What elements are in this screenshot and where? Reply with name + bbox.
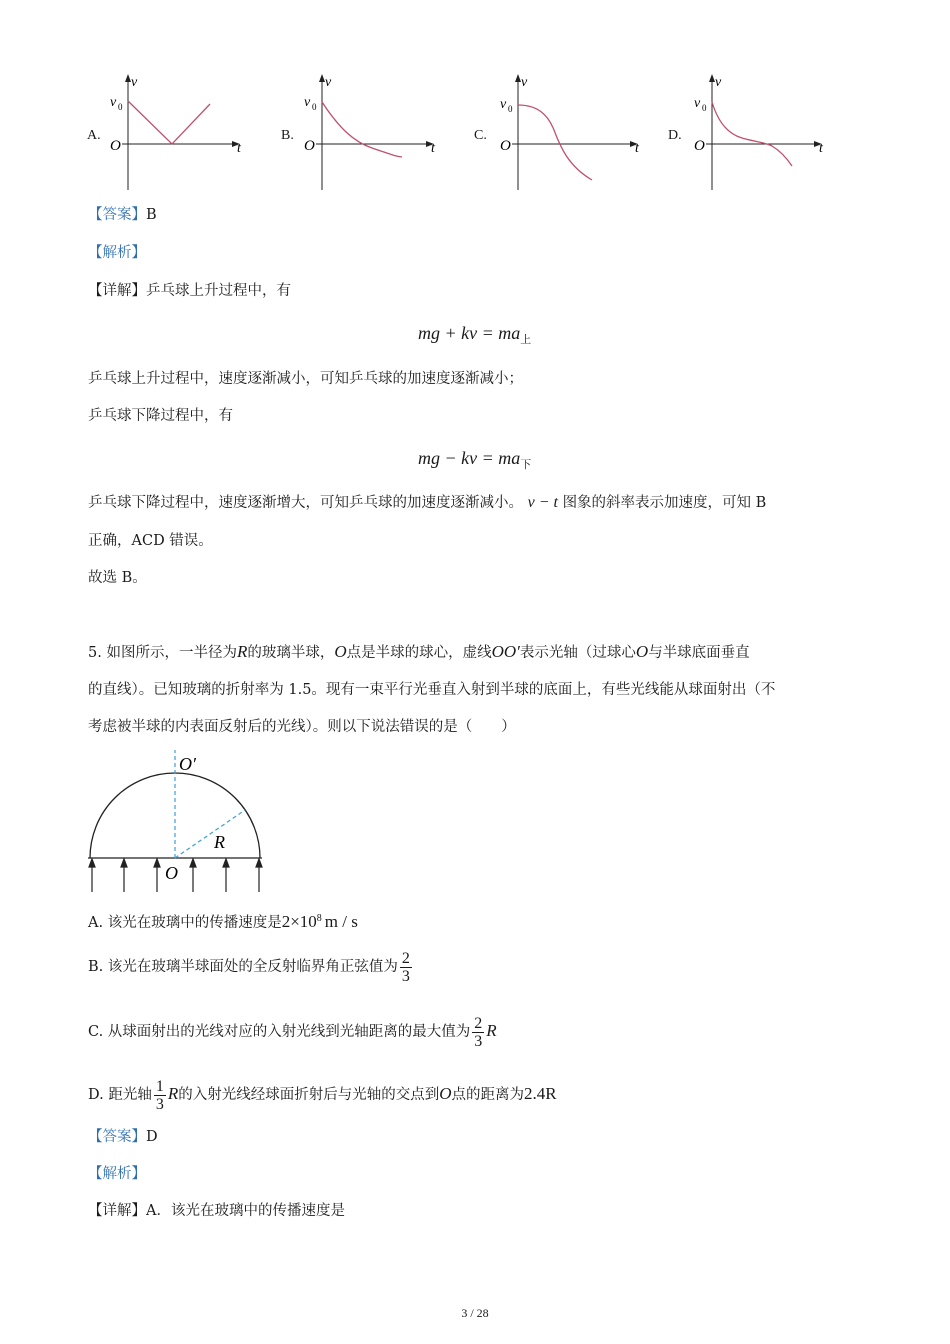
graph-c-t-axis: t xyxy=(635,141,639,156)
q4-answer: 【答案】B xyxy=(88,207,157,223)
hemisphere-figure xyxy=(80,748,280,896)
q4-equation-1: mg + kv = $ma_上$ xyxy=(418,323,532,346)
graph-a-v-axis: v xyxy=(131,75,138,90)
q4-line4: 乒乓球下降过程中，速度逐渐增大，可知乒乓球的加速度逐渐减小。 v − t 图象的斜率表示加速度，可知 B xyxy=(88,494,767,511)
graph-d xyxy=(682,70,832,195)
q5-stem-line3: 考虑被半球的内表面反射后的光线）。则以下说法错误的是（ ） xyxy=(88,719,516,735)
graph-d-curve xyxy=(712,102,792,166)
graph-b-v0-sub: 0 xyxy=(312,102,317,112)
graph-options-row xyxy=(0,60,950,200)
q5-option-a: A. 该光在玻璃中的传播速度是$2\times 10^8$ m / s xyxy=(88,911,358,931)
graph-d-v0-sub: 0 xyxy=(702,103,707,113)
q5-answer: 【答案】D xyxy=(88,1129,158,1145)
graph-a-v0: v xyxy=(110,95,117,110)
graph-d-v0: v xyxy=(694,96,701,111)
graph-b-curve xyxy=(322,102,402,157)
graph-c-label: C. xyxy=(474,128,487,143)
graph-a-origin: O xyxy=(110,138,121,154)
radius-dashed xyxy=(175,810,245,858)
graph-d-origin: O xyxy=(694,138,705,154)
graph-b-t-axis: t xyxy=(431,141,435,156)
q5-option-d: D. 距光轴 $\frac{1}{3}$ R的入射光线经球面折射后与光轴的交点到O点的距离为2.4R xyxy=(88,1077,557,1113)
graph-c-curve xyxy=(518,105,592,180)
center-o-label: O xyxy=(165,863,178,883)
q4-line5: 正确，ACD 错误。 xyxy=(88,533,213,549)
graph-a xyxy=(100,70,250,195)
q4-line3: 乒乓球下降过程中，有 xyxy=(88,408,233,424)
graph-a-label: A. xyxy=(87,128,101,143)
answer-tag: 【答案】 xyxy=(88,207,146,223)
graph-b-origin: O xyxy=(304,138,315,154)
graph-c-v-axis: v xyxy=(521,75,528,90)
graph-b-label: B. xyxy=(281,128,294,143)
o-prime-label: O′ xyxy=(179,754,196,774)
q4-analysis-tag: 【解析】 xyxy=(88,245,146,261)
graph-d-t-axis: t xyxy=(819,141,823,156)
graph-d-v-axis: v xyxy=(715,75,722,90)
graph-d-label: D. xyxy=(668,128,682,143)
graph-b xyxy=(294,70,444,195)
r-label: R xyxy=(214,832,225,852)
q4-detail-line1: 【详解】乒乓球上升过程中，有 xyxy=(88,283,291,299)
q4-equation-2: mg − kv = $ma_下$ xyxy=(418,448,532,471)
graph-c-origin: O xyxy=(500,138,511,154)
graph-c xyxy=(488,70,638,195)
graph-c-v0: v xyxy=(500,97,507,112)
q5-detail: 【详解】A．该光在玻璃中的传播速度是 xyxy=(88,1203,345,1219)
graph-c-v0-sub: 0 xyxy=(508,104,513,114)
q4-line6: 故选 B。 xyxy=(88,570,147,586)
graph-b-v0: v xyxy=(304,95,311,110)
detail-tag: 【详解】 xyxy=(88,283,146,299)
q5-stem-line2: 的直线）。已知玻璃的折射率为 1.5。现有一束平行光垂直入射到半球的底面上，有些光线能从球面射出（不 xyxy=(88,682,776,698)
graph-a-curve xyxy=(128,101,210,144)
graph-a-v0-sub: 0 xyxy=(118,102,123,112)
q5-stem-line1: 5. 如图所示，一半径为R的玻璃半球，O点是半球的球心，虚线OO′表示光轴（过球心O与半球底面垂直 xyxy=(88,642,750,661)
q4-line2: 乒乓球上升过程中，速度逐渐减小，可知乒乓球的加速度逐渐减小； xyxy=(88,371,523,387)
q5-option-c: C. 从球面射出的光线对应的入射光线到光轴距离的最大值为 $\frac{2}{3}$ R xyxy=(88,1014,497,1050)
graph-b-v-axis: v xyxy=(325,75,332,90)
q5-option-b: B. 该光在玻璃半球面处的全反射临界角正弦值为 $\frac{2}{3}$ xyxy=(88,949,410,985)
graph-a-t-axis: t xyxy=(237,141,241,156)
page-number: 3 / 28 xyxy=(461,1306,489,1320)
q5-analysis-tag: 【解析】 xyxy=(88,1166,146,1182)
